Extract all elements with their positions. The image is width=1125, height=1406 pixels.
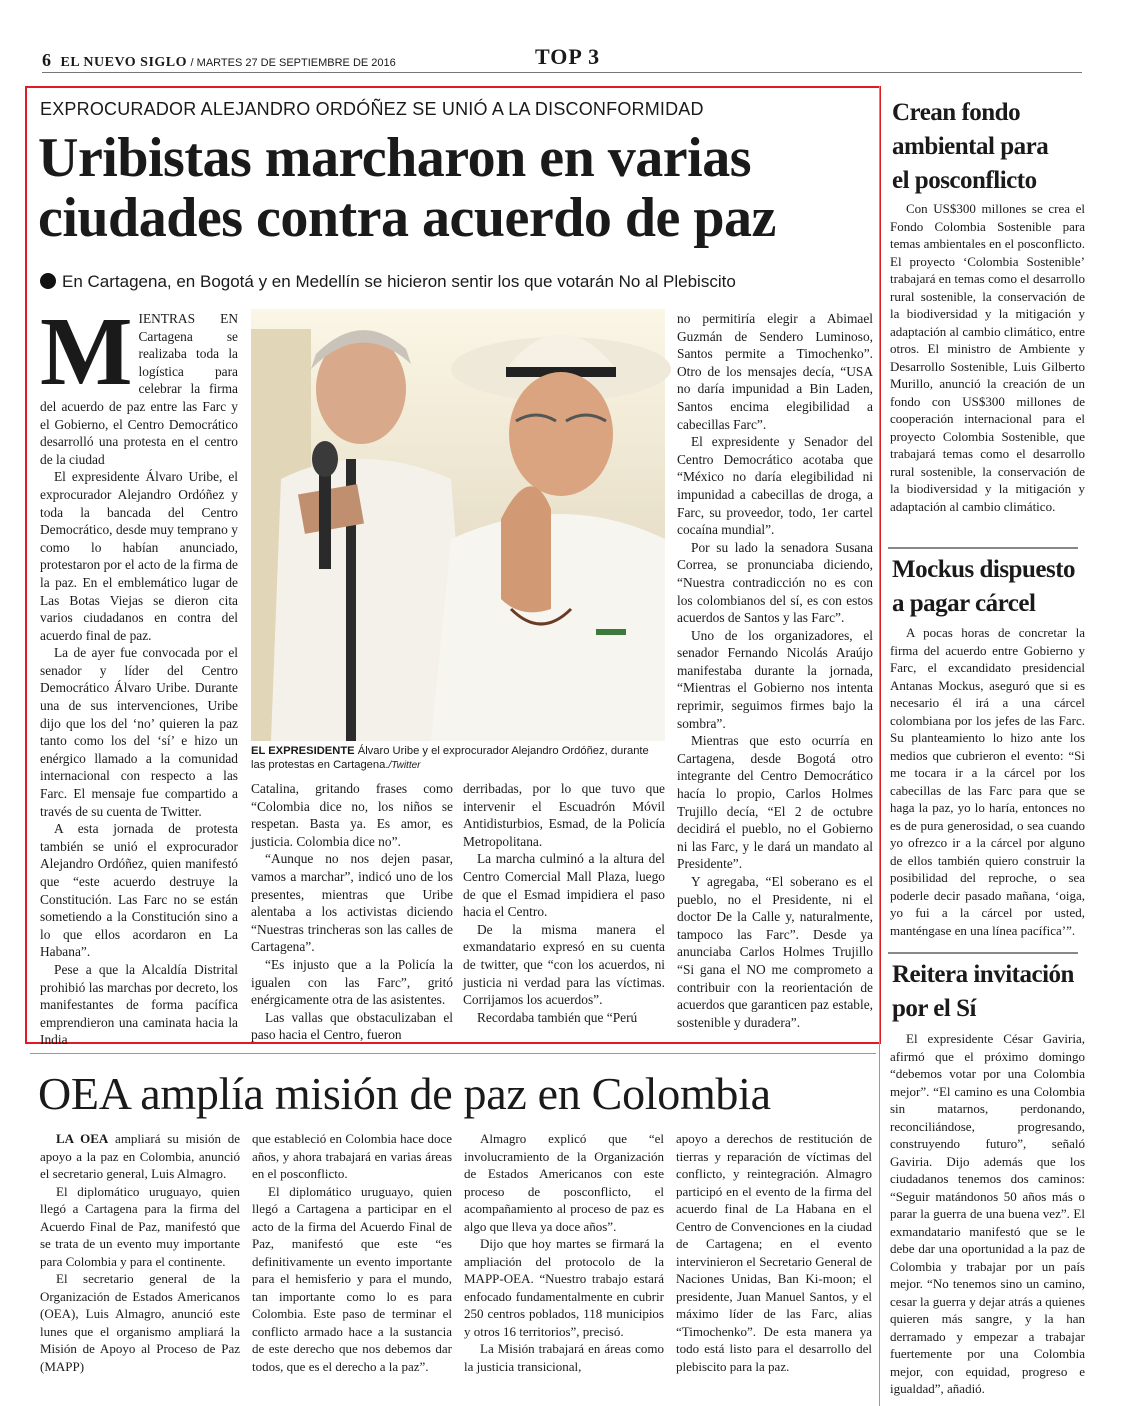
headline-line: Reitera invitación — [892, 961, 1074, 988]
paragraph: Dijo que hoy martes se firmará la ampliación del protocolo de la MAPP-OEA. “Nuestro trabajo estará enfocado fundamentalmente en cubrir 250 centros poblados, 118 municipios y otros 16 territorios”, precisó. — [464, 1236, 664, 1339]
bullet-icon — [40, 273, 56, 289]
kicker: EXPROCURADOR ALEJANDRO ORDÓÑEZ SE UNIÓ A LA DISCONFORMIDAD — [40, 99, 704, 119]
paragraph: Uno de los organizadores, el senador Fernando Nicolás Araújo manifestaba durante la jornada, “Mientras el Gobierno nos intenta reprimir, seguimos firmes bajo la sombra”. — [677, 627, 873, 731]
oea-col-3 — [464, 1130, 664, 1400]
paragraph: De la misma manera el exmandatario expresó en su cuenta de twitter, que “con los acuerdos, ni justicia ni verdad para las víctimas. Corrijamos los acuerdos”. — [463, 921, 665, 1008]
oea-headline: OEA amplía misión de paz en Colombia — [38, 1068, 771, 1119]
paragraph: El expresidente y Senador del Centro Democrático acotaba que “México no daría elegibilidad ni impunidad a cabecillas de droga, a Farc, su proveedor, todo, 1er cartel cocaína mundial”. — [677, 434, 873, 538]
paragraph: Las vallas que obstaculizaban el paso hacia el Centro, fueron — [251, 1009, 453, 1043]
paragraph: Mientras que esto ocurría en Cartagena, desde Bogotá otro integrante del Centro Democrático hacía lo propio, Carlos Holmes Trujillo decía, “El 2 de octubre decidirá el pueblo, no el Gobierno ni las Farc, y le dará un mandato al Presidente”. — [677, 733, 873, 872]
deck — [40, 272, 736, 292]
headline-line: Crean fondo — [892, 99, 1021, 126]
photo-caption — [251, 744, 665, 773]
sidebar-headline-2 — [892, 553, 1092, 621]
headline-line: a pagar cárcel — [892, 590, 1036, 617]
sidebar-headline-1 — [892, 96, 1092, 198]
sidebar-divider — [888, 547, 1078, 549]
main-col-2 — [251, 780, 453, 1043]
issue-date: / MARTES 27 DE SEPTIEMBRE DE 2016 — [190, 57, 396, 69]
sidebar-body-3 — [890, 1030, 1085, 1400]
paragraph: A esta jornada de protesta también se unió el exprocurador Alejandro Ordóñez, quien manifestó que “este acuerdo destruye la Constitución. Las Farc no se están sometiendo a la Constitución sino a lo que ellos acordaron en La Habana”. — [40, 821, 238, 960]
caption-label: EL EXPRESIDENTE — [251, 745, 355, 757]
header-rule — [42, 72, 1082, 73]
oea-col-4 — [676, 1130, 872, 1400]
headline-line-1: Uribistas marcharon en varias — [38, 127, 751, 189]
lead-text: ampliará su misión de apoyo a la paz en Colombia, anunció el secretario general, Luis Almagro. — [40, 1131, 241, 1181]
paragraph: no permitiría elegir a Abimael Guzmán de Sendero Luminoso, Santos permite a Timochenko”. Otro de los mensajes decía, “USA no daría impunidad a Bin Laden, Santos encima elegibilidad a cabecillas Farc”. — [677, 311, 873, 432]
lead-text: IENTRAS EN Cartagena se realizaba toda la logística para celebrar la firma del acuerdo de paz entre las Farc y el Gobierno, el Centro Democrático desarrolló una protesta en el centro de la ciudad — [40, 311, 238, 467]
sidebar-body-2 — [890, 624, 1085, 944]
paragraph: La Misión trabajará en áreas como la justicia transicional, — [464, 1341, 664, 1374]
paragraph: La de ayer fue convocada por el senador y líder del Centro Democrático Álvaro Uribe. Durante una de sus intervenciones, Uribe dijo que los del ‘no’ quieren la paz tanto como los del ‘sí’ e hizo un enérgico llamado a la comunidad internacional con respecto a las Farc. El mensaje fue compartido a través de su cuenta de Twitter. — [40, 645, 238, 819]
headline-line: por el Sí — [892, 995, 976, 1022]
lead-in: LA OEA — [56, 1131, 109, 1146]
paragraph: “Aunque no nos dejen pasar, vamos a marchar”, indicó uno de los presentes, mientras que Uribe alentaba a los activistas diciendo “Nuestras trincheras son las calles de Cartagena”. — [251, 851, 453, 955]
paragraph: Con US$300 millones se crea el Fondo Colombia Sostenible para temas ambientales en el posconflicto. El proyecto ‘Colombia Sostenible’ trabajará en temas como el desarrollo rural sostenible, la conservación de la biodiversidad y la mitigación y adaptación al cambio climático, entre otros. El ministro de Ambiente y Desarrollo Sostenible, Luis Gilberto Murillo, anunció la creación de un fondo con US$300 millones de cooperación internacional para el proyecto Colombia Sostenible, que trabajará temas como el desarrollo rural sostenible, la conservación de la biodiversidad y la mitigación y adaptación al cambio climático. — [890, 201, 1085, 514]
paper-name: EL NUEVO SIGLO — [60, 55, 188, 70]
paragraph: Catalina, gritando frases como “Colombia dice no, los niños se respetan. Basta ya. Es amor, es justicia. Colombia dice no”. — [251, 781, 453, 849]
paragraph: Almagro explicó que “el involucramiento de la Organización de Estados Americanos con este proceso de posconflicto, el acompañamiento al proceso de paz es algo que lleva ya doce años”. — [464, 1131, 664, 1234]
sidebar-rule — [879, 86, 880, 1406]
paragraph: El diplomático uruguayo, quien llegó a Cartagena a participar en el acto de la firma del Acuerdo Final de Paz, manifestó que este “es definitivamente un evento importante para el hemisferio y para el mundo, tan importante como lo es para Colombia. Este paso de terminar el conflicto armado hace a la sustancia de este derecho que nos debemos dar todos, que es el derecho a la paz”. — [252, 1183, 452, 1374]
headline-line-2: ciudades contra acuerdo de paz — [38, 187, 776, 249]
paragraph: El expresidente César Gaviria, afirmó que el próximo domingo “debemos votar por una Colombia mejor”. “El camino es una Colombia sin matarnos, perdonando, reconciliándose, progresando, construyendo futuro”, señaló Gaviria. Dijo además que los ciudadanos tenemos dos caminos: “Seguir matándonos 50 años más o parar la guerra de una buena vez”. El exmandatario manifestó que se le debe dar una oportunidad a la paz de Colombia y trabajar por un país mejor. “No tenemos sino un camino, cesar la guerra y dejar atrás a quienes quieren más sangre, y la han derramado y empezar a trabajar fuertemente por una Colombia mejor, con equidad, progreso e igualdad”, añadió. — [890, 1031, 1085, 1396]
main-headline — [38, 128, 878, 248]
photo-uribe-ordonez — [251, 309, 665, 741]
paragraph: derribadas, por lo que tuvo que intervenir el Escuadrón Móvil Antidisturbios, Esmad, de la Policía Metropolitana. — [463, 781, 665, 849]
deck-text: En Cartagena, en Bogotá y en Medellín se hicieron sentir los que votarán No al Plebiscito — [62, 272, 736, 291]
page-number: 6 — [42, 50, 51, 70]
paragraph: “Es injusto que a la Policía la igualen con las Farc”, gritó enérgicamente otra de las asistentes. — [251, 956, 453, 1008]
paragraph: El secretario general de la Organización de Estados Americanos (OEA), Luis Almagro, anunció este lunes que el organismo ampliará la Misión de Apoyo al Proceso de Paz (MAPP) — [40, 1271, 240, 1374]
paragraph: apoyo a derechos de restitución de tierras y reparación de víctimas del conflicto, y reintegración. Almagro participó en el evento de la firma del acuerdo final de La Habana en el Centro de Convenciones en la ciudad de Cartagena; en el evento intervinieron el Secretario General de Naciones Unidas, Ban Ki-moon; el presidente, Juan Manuel Santos, y el máximo líder de las Farc, alias “Timochenko”. De esta manera ya todo está listo para el desarrollo del plebiscito para la paz. — [676, 1131, 872, 1374]
paragraph: Y agregaba, “El soberano es el pueblo, no el Presidente, ni el doctor De la Calle y, naturalmente, tampoco las Farc”. Desde ya anunciaba Carlos Holmes Trujillo “Si gana el NO me comprometo a contribuir con la reorientación de acuerdos que garanticen paz estable, sostenible y duradera”. — [677, 874, 873, 1030]
paragraph: Pese a que la Alcaldía Distrital prohibió las marchas por decreto, los manifestantes de forma pacífica emprendieron una caminata hacia la India — [40, 961, 238, 1048]
paragraph: Recordaba también que “Perú — [477, 1009, 638, 1025]
oea-col-1 — [40, 1130, 240, 1400]
photo-illustration — [251, 309, 665, 741]
headline-line: el posconflicto — [892, 167, 1037, 194]
main-col-3 — [463, 780, 665, 1038]
headline-line: ambiental para — [892, 133, 1049, 160]
main-col-1 — [40, 298, 238, 1048]
oea-col-2 — [252, 1130, 452, 1400]
sidebar-headline-3 — [892, 958, 1092, 1026]
section-title: TOP 3 — [535, 44, 601, 69]
section-rule — [30, 1053, 876, 1054]
paragraph: A pocas horas de concretar la firma del acuerdo entre Gobierno y Farc, el excandidato presidencial Antanas Mockus, aseguró que si es necesario él irá a una cárcel colombiana por los jefes de las Farc. Su planteamiento lo hizo ante los medios que cubrieron el evento: “Si me tocara ir a la cárcel por los cabecillas de las Farc para que se haga la paz, yo lo haría, entonces no es de pura generosidad, o sea cuando yo ofrezco ir a la cárcel por alguno de ellos también quiero construir la posibilidad del reproche, o sea poderle decir pasado mañana, ‘oiga, yo fui a la cárcel por usted, manténgase en una línea pacífica’”. — [890, 625, 1085, 938]
dropcap: M — [40, 298, 133, 406]
main-col-4 — [677, 310, 873, 1038]
sidebar-body-1 — [890, 200, 1085, 540]
paragraph: que estableció en Colombia hace doce años, y ahora trabajará en varias áreas en el posconflicto. — [252, 1131, 452, 1181]
caption-text: Álvaro Uribe y el exprocurador Alejandro Ordóñez, durante las protestas en Cartagena. — [251, 745, 649, 771]
paragraph: Por su lado la senadora Susana Correa, se pronunciaba diciendo, “Nuestra contradicción no es con los colombianos del sí, es con estos acuerdos de Santos y las Farc”. — [677, 539, 873, 626]
caption-credit: /Twitter — [388, 760, 421, 771]
paragraph: La marcha culminó a la altura del Centro Comercial Mall Plaza, luego de que el Esmad impidiera el paso hacia el Centro. — [463, 851, 665, 920]
paragraph: El expresidente Álvaro Uribe, el exprocurador Alejandro Ordóñez y toda la bancada del Centro Democrático, desde muy temprano y como lo habían anunciado, protestaron por el acto de la firma de la paz. En el emblemático lugar de Las Botas Viejas se dieron cita varios ciudadanos en contra del acuerdo final de paz. — [40, 469, 238, 643]
sidebar-divider — [888, 952, 1078, 954]
paragraph: El diplomático uruguayo, quien llegó a Cartagena para la firma del Acuerdo Final de Paz, manifestó que se trata de un evento muy importante para Colombia y para el continente. — [40, 1183, 240, 1269]
page-header — [42, 50, 396, 71]
headline-line: Mockus dispuesto — [892, 556, 1076, 583]
